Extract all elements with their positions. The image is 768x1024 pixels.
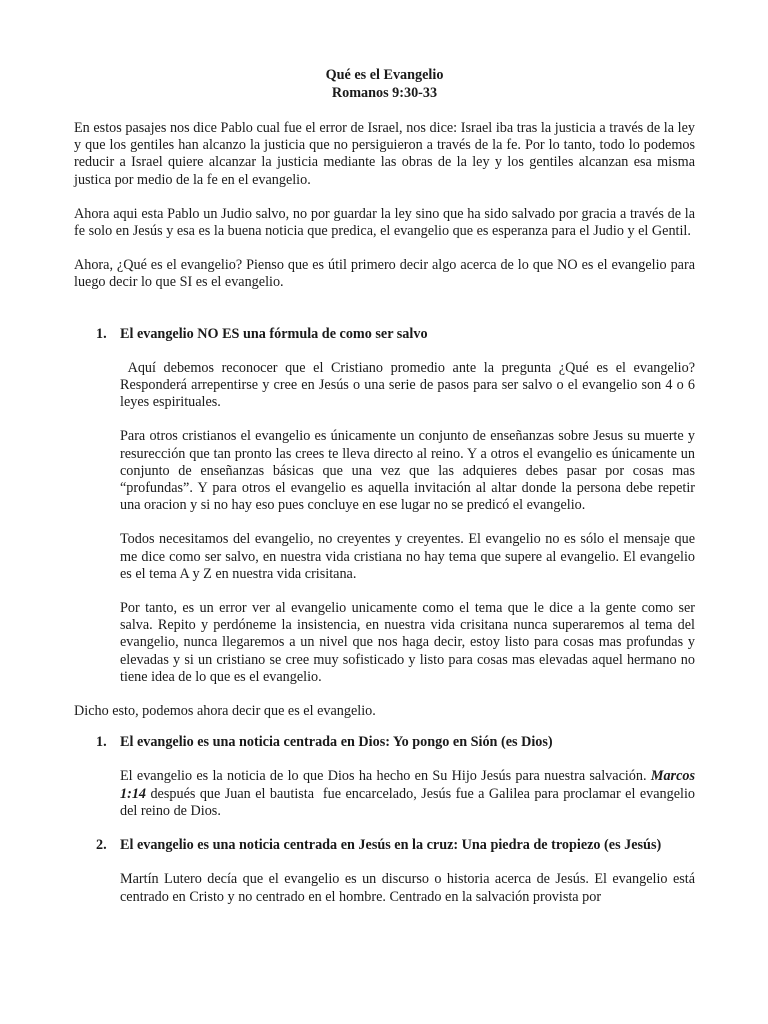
- document-title: Qué es el Evangelio: [325, 67, 444, 83]
- section-2-heading: [74, 734, 695, 751]
- section-1-paragraph-1: Aquí debemos reconocer que el Cristiano promedio ante la pregunta ¿Qué es el evangelio? Responderá arrepentirse y cree en Jesús o una serie de pasos para ser salvo o el evangelio son 4 o 6 leyes espirituales.: [120, 359, 699, 411]
- document-page: [74, 66, 699, 923]
- intro-paragraph-2: Ahora aqui esta Pablo un Judio salvo, no por guardar la ley sino que ha sido salvado por gracia a través de la fe solo en Jesús y esa es la buena noticia que predica, el evangelio que es esperanza para el Judio y el Gentil.: [74, 205, 695, 240]
- document-subtitle-reference: Romanos 9:30-33: [331, 85, 438, 101]
- section-3-body: [120, 871, 695, 905]
- section-1-paragraph-3: Todos necesitamos del evangelio, no creyentes y creyentes. El evangelio no es sólo el mensaje que me dice como ser salvo, en nuestra vida cristiana no hay tema que supere al evangelio. El evangelio es el tema A y Z en nuestra vida crisitana.: [120, 531, 695, 582]
- section-1-number: 1.: [96, 325, 107, 342]
- intro-paragraph-1: En estos pasajes nos dice Pablo cual fue el error de Israel, nos dice: Israel iba tras la justicia a través de la ley y que los gentiles han alcanzo la justicia que no persiguieron a través de la fe. Por lo tanto, todo lo podemos reducir a Israel quiere alcanzar la justicia mediante las obras de la ley y los gentiles alcanzan esa misma justica por medio de la fe en el evangelio.: [74, 120, 695, 188]
- transition-paragraph: Dicho esto, podemos ahora decir que es el evangelio.: [74, 703, 376, 720]
- section-3-heading: [74, 837, 695, 854]
- section-3-number: 2.: [96, 837, 107, 854]
- section-1-paragraph-4: Por tanto, es un error ver al evangelio unicamente como el tema que le dice a la gente como ser salva. Repito y perdóneme la insistencia, en nuestra vida crisitana nunca superaremos al tema del evangelio, nunca llegaremos a un nivel que nos haga decir, estoy listo para cosas mas profundas y elevadas y si un cristiano se cree muy sofisticado y listo para cosas mas elevadas aquel hermano no tiene idea de lo que es el evangelio.: [120, 600, 695, 685]
- section-3-title: El evangelio es una noticia centrada en Jesús en la cruz: Una piedra de tropiezo (es Jesús): [120, 837, 662, 854]
- section-1-heading: [74, 326, 695, 343]
- section-1-title: El evangelio NO ES una fórmula de como ser salvo: [120, 325, 428, 342]
- section-2-body: [120, 768, 699, 820]
- section-2-title: El evangelio es una noticia centrada en Dios: Yo pongo en Sión (es Dios): [120, 734, 553, 751]
- section-1-paragraph-2: Para otros cristianos el evangelio es únicamente un conjunto de enseñanzas sobre Jesus su muerte y resurección que tan pronto las crees te lleva directo al reino. Y a otros el evangelio es únicamente un conjunto de enseñanzas básicas que una vez que las adquieres debes pasar por cosas mas “profundas”. Y para otros el evangelio es aquella invitación al altar donde la persona debe repetir una oracion y si no hay eso pues concluye en ese lugar no se predicó el evangelio.: [120, 428, 695, 514]
- intro-paragraph-3: Ahora, ¿Qué es el evangelio? Pienso que es útil primero decir algo acerca de lo que NO es el evangelio para luego decir lo que SI es el evangelio.: [74, 257, 695, 291]
- section-2-text-start: El evangelio es la noticia de lo que Dios ha hecho en Su Hijo Jesús para nuestra salvación.: [120, 768, 651, 785]
- section-3-paragraph-1: Martín Lutero decía que el evangelio es un discurso o historia acerca de Jesús. El evangelio está centrado en Cristo y no centrado en el hombre. Centrado en la salvación provista por: [120, 871, 695, 905]
- section-2-number: 1.: [96, 734, 107, 751]
- section-2-text-end: después que Juan el bautista fue encarcelado, Jesús fue a Galilea para proclamar el evangelio del reino de Dios.: [120, 785, 699, 819]
- bible-reference: Marcos 1:14: [120, 768, 699, 802]
- section-1-body: [120, 359, 699, 686]
- section-2-paragraph-1: [120, 768, 699, 820]
